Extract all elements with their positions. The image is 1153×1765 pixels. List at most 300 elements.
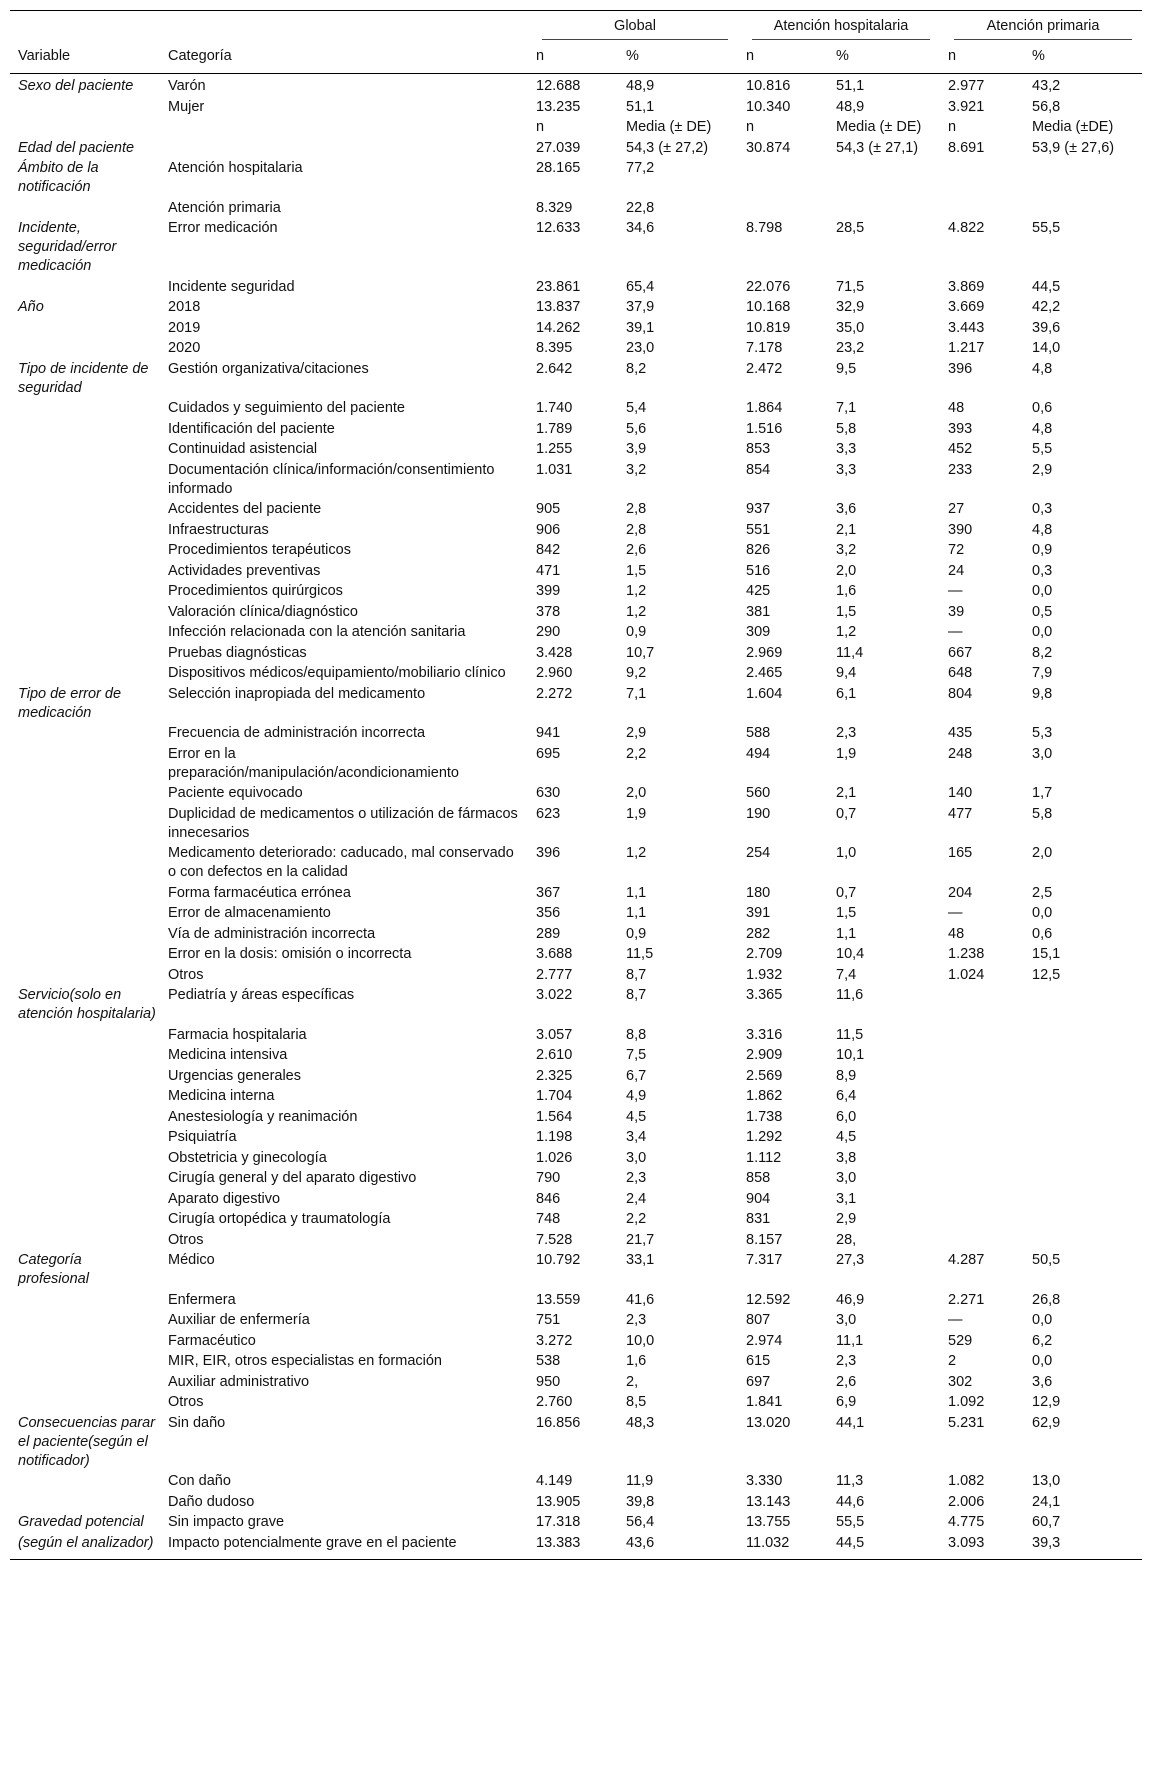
table-row bbox=[10, 663, 1142, 684]
cell-categoria: Vía de administración incorrecta bbox=[168, 925, 376, 942]
cell-global-pct: 5,6 bbox=[626, 420, 647, 437]
cell-categoria: Con daño bbox=[168, 1473, 231, 1489]
cell-hosp-pct: 2,3 bbox=[836, 1353, 857, 1369]
table-row bbox=[10, 297, 1142, 318]
cell-hosp-n: 588 bbox=[746, 725, 771, 741]
cell-prim-n: 804 bbox=[948, 685, 973, 702]
cell-categoria: Impacto potencialmente grave en el paciente bbox=[168, 1534, 457, 1551]
cell-hosp-pct: 11,5 bbox=[836, 1026, 864, 1043]
data-table bbox=[10, 10, 1142, 1560]
cell-hosp-n: 1.841 bbox=[746, 1394, 783, 1410]
cell-global-pct: 1,5 bbox=[626, 562, 647, 579]
cell-global-n: 3.428 bbox=[536, 644, 573, 661]
table-row bbox=[10, 1209, 1142, 1230]
cell-variable bbox=[10, 1310, 160, 1331]
cell-hosp-pct: 3,3 bbox=[836, 461, 857, 478]
cell-hosp-n: 13.143 bbox=[746, 1493, 791, 1510]
cell-global-n: 3.057 bbox=[536, 1026, 573, 1043]
cell-hosp-n: 937 bbox=[746, 501, 771, 517]
cell-categoria: Incidente seguridad bbox=[168, 278, 295, 295]
cell-prim-pct bbox=[1024, 1065, 1142, 1086]
cell-categoria: Farmacia hospitalaria bbox=[168, 1026, 307, 1043]
cell-global-n: 2.960 bbox=[536, 665, 573, 681]
header-global-pct: % bbox=[626, 48, 639, 64]
cell-global-n: 16.856 bbox=[536, 1414, 581, 1431]
cell-hosp-n: 30.874 bbox=[746, 139, 791, 156]
cell-prim-pct: 9,8 bbox=[1032, 685, 1053, 702]
cell-global-pct: 8,2 bbox=[626, 360, 647, 377]
cell-categoria: Cuidados y seguimiento del paciente bbox=[168, 400, 405, 416]
cell-categoria: Gestión organizativa/citaciones bbox=[168, 360, 369, 377]
cell-categoria: Mujer bbox=[168, 98, 205, 115]
cell-global-n: 396 bbox=[536, 845, 561, 861]
cell-hosp-n: 1.604 bbox=[746, 685, 783, 702]
cell-hosp-n: 1.516 bbox=[746, 420, 783, 437]
cell-global-n: 17.318 bbox=[536, 1514, 581, 1530]
cell-hosp-n: 11.032 bbox=[746, 1534, 790, 1551]
cell-prim-n: 24 bbox=[948, 562, 965, 579]
cell-hosp-n: 1.932 bbox=[746, 966, 783, 983]
cell-global-pct: 21,7 bbox=[626, 1231, 655, 1248]
table-row bbox=[10, 985, 1142, 1025]
cell-prim-n: — bbox=[948, 583, 963, 599]
cell-global-n: 10.792 bbox=[536, 1252, 581, 1268]
cell-categoria: Error de almacenamiento bbox=[168, 905, 331, 921]
cell-global-pct: 65,4 bbox=[626, 278, 655, 295]
header-global-n: n bbox=[536, 48, 545, 64]
cell-categoria: Aparato digestivo bbox=[168, 1190, 281, 1207]
cell-categoria: Frecuencia de administración incorrecta bbox=[168, 725, 426, 741]
cell-prim-pct: 4,8 bbox=[1032, 420, 1053, 437]
cell-prim-n: 39 bbox=[948, 603, 965, 620]
cell-global-pct: 39,1 bbox=[626, 319, 655, 336]
cell-hosp-pct: 11,3 bbox=[836, 1473, 864, 1489]
cell-global-pct: 3,2 bbox=[626, 461, 647, 478]
cell-global-n: 290 bbox=[536, 624, 561, 640]
cell-global-pct: 11,9 bbox=[626, 1473, 654, 1489]
header-group-hospitalaria: Atención hospitalaria bbox=[738, 11, 940, 44]
table-row bbox=[10, 317, 1142, 338]
cell-hosp-n: 2.472 bbox=[746, 360, 783, 377]
cell-variable bbox=[10, 923, 160, 944]
cell-global-pct: 1,2 bbox=[626, 845, 647, 861]
cell-prim-pct: 50,5 bbox=[1032, 1252, 1061, 1268]
header-prim-pct: % bbox=[1032, 48, 1045, 64]
cell-variable bbox=[10, 783, 160, 804]
cell-hosp-n: 494 bbox=[746, 745, 771, 762]
cell-prim-pct: 0,0 bbox=[1032, 624, 1053, 640]
cell-categoria: Documentación clínica/información/consentimiento informado bbox=[168, 461, 495, 497]
cell-prim-n: 667 bbox=[948, 644, 973, 661]
cell-global-n: 1.789 bbox=[536, 420, 573, 437]
cell-global-n: 2.325 bbox=[536, 1067, 573, 1084]
cell-prim-n: 302 bbox=[948, 1373, 973, 1390]
cell-prim-pct: 60,7 bbox=[1032, 1514, 1061, 1530]
cell-variable: Incidente, seguridad/error medicación bbox=[18, 220, 117, 274]
cell-global-n: 630 bbox=[536, 785, 561, 801]
cell-prim-pct: 2,9 bbox=[1032, 461, 1053, 478]
cell-variable bbox=[10, 1330, 160, 1351]
cell-global-pct: 2,8 bbox=[626, 501, 647, 517]
cell-prim-n: 204 bbox=[948, 884, 973, 901]
cell-prim-pct bbox=[1024, 1045, 1142, 1066]
cell-prim-pct: 8,2 bbox=[1032, 644, 1053, 661]
table-row bbox=[10, 1250, 1142, 1290]
cell-prim-n: — bbox=[948, 905, 963, 921]
cell-prim-n: 1.217 bbox=[948, 340, 985, 356]
cell-prim-pct: 0,3 bbox=[1032, 562, 1053, 579]
table-row bbox=[10, 439, 1142, 460]
cell-global-pct: 2,0 bbox=[626, 785, 647, 801]
cell-prim-pct bbox=[1024, 1106, 1142, 1127]
table-row bbox=[10, 964, 1142, 985]
cell-hosp-pct: 8,9 bbox=[836, 1067, 857, 1084]
cell-hosp-n: 3.365 bbox=[746, 987, 783, 1003]
cell-categoria: Actividades preventivas bbox=[168, 562, 321, 579]
cell-categoria: Pediatría y áreas específicas bbox=[168, 987, 355, 1003]
cell-prim-pct bbox=[1024, 1168, 1142, 1189]
cell-hosp-pct: 2,1 bbox=[836, 521, 857, 538]
cell-hosp-n: 826 bbox=[746, 542, 771, 558]
cell-global-pct: Media (± DE) bbox=[626, 119, 712, 135]
cell-global-n: 13.905 bbox=[536, 1493, 581, 1510]
cell-global-n: 8.329 bbox=[536, 199, 573, 216]
cell-prim-pct bbox=[1024, 1147, 1142, 1168]
cell-variable bbox=[10, 1471, 160, 1492]
cell-variable: Consecuencias parar el paciente(según el notificador) bbox=[18, 1414, 156, 1469]
cell-hosp-n: 854 bbox=[746, 461, 771, 478]
cell-variable bbox=[10, 723, 160, 744]
cell-hosp-n: 831 bbox=[746, 1211, 771, 1227]
header-hosp-n: n bbox=[746, 48, 755, 64]
cell-hosp-n: 516 bbox=[746, 562, 771, 579]
cell-global-pct: 2, bbox=[626, 1373, 639, 1390]
cell-global-n: 23.861 bbox=[536, 278, 581, 295]
cell-variable bbox=[10, 843, 160, 883]
cell-prim-pct: 42,2 bbox=[1032, 299, 1061, 315]
table-row bbox=[10, 843, 1142, 883]
cell-global-pct: 5,4 bbox=[626, 400, 647, 416]
cell-hosp-n: 190 bbox=[746, 805, 771, 822]
cell-categoria: Medicina interna bbox=[168, 1088, 275, 1104]
cell-prim-n bbox=[940, 158, 1024, 198]
cell-variable: Gravedad potencial bbox=[18, 1514, 144, 1530]
cell-hosp-pct: 54,3 (± 27,1) bbox=[836, 139, 919, 156]
cell-prim-n: 3.093 bbox=[948, 1534, 985, 1551]
cell-prim-pct: 56,8 bbox=[1032, 98, 1061, 115]
cell-variable bbox=[10, 1127, 160, 1148]
cell-hosp-n: 2.465 bbox=[746, 665, 783, 681]
cell-hosp-n: 180 bbox=[746, 884, 771, 901]
table-row bbox=[10, 944, 1142, 965]
cell-prim-pct: 0,0 bbox=[1032, 905, 1053, 921]
cell-global-pct: 6,7 bbox=[626, 1067, 647, 1084]
cell-hosp-pct: 23,2 bbox=[836, 340, 865, 356]
table-row bbox=[10, 1106, 1142, 1127]
cell-global-pct: 2,4 bbox=[626, 1190, 647, 1207]
cell-global-pct: 2,9 bbox=[626, 725, 647, 741]
table-row bbox=[10, 338, 1142, 359]
cell-prim-n: 477 bbox=[948, 805, 973, 822]
cell-categoria: Otros bbox=[168, 1231, 204, 1248]
cell-variable bbox=[10, 1065, 160, 1086]
table-row bbox=[10, 723, 1142, 744]
cell-prim-n: 48 bbox=[948, 400, 965, 416]
table-row bbox=[10, 783, 1142, 804]
cell-prim-pct bbox=[1024, 197, 1142, 218]
cell-variable bbox=[10, 1289, 160, 1310]
cell-global-pct: 3,4 bbox=[626, 1129, 647, 1145]
cell-hosp-pct: Media (± DE) bbox=[836, 119, 922, 135]
cell-hosp-n: 2.974 bbox=[746, 1332, 783, 1349]
cell-categoria: Duplicidad de medicamentos o utilización de fármacos innecesarios bbox=[168, 805, 518, 841]
cell-hosp-n: 13.755 bbox=[746, 1514, 791, 1530]
cell-variable: (según el analizador) bbox=[18, 1534, 154, 1551]
cell-prim-pct: 0,0 bbox=[1032, 1312, 1053, 1328]
cell-categoria: Médico bbox=[168, 1252, 215, 1268]
cell-global-pct: 1,9 bbox=[626, 805, 647, 822]
cell-global-n: 842 bbox=[536, 542, 561, 558]
cell-hosp-n: 3.316 bbox=[746, 1026, 783, 1043]
cell-categoria: Procedimientos quirúrgicos bbox=[168, 583, 343, 599]
cell-global-pct: 43,6 bbox=[626, 1534, 655, 1551]
cell-categoria: Medicamento deteriorado: caducado, mal conservado o con defectos en la calidad bbox=[168, 845, 514, 880]
cell-global-n: 27.039 bbox=[536, 139, 581, 156]
cell-global-n: 378 bbox=[536, 603, 561, 620]
cell-hosp-n: 282 bbox=[746, 925, 771, 942]
cell-prim-n: 390 bbox=[948, 521, 973, 538]
cell-variable bbox=[10, 964, 160, 985]
table-row bbox=[10, 1086, 1142, 1107]
cell-prim-pct: 0,5 bbox=[1032, 603, 1053, 620]
cell-prim-pct: 43,2 bbox=[1032, 78, 1061, 94]
cell-prim-pct bbox=[1024, 1086, 1142, 1107]
cell-hosp-n: 551 bbox=[746, 521, 771, 538]
cell-hosp-pct: 1,6 bbox=[836, 583, 857, 599]
cell-hosp-n: 391 bbox=[746, 905, 771, 921]
cell-prim-n: 48 bbox=[948, 925, 965, 942]
cell-categoria: Urgencias generales bbox=[168, 1067, 301, 1084]
table-row bbox=[10, 601, 1142, 622]
cell-prim-n bbox=[940, 1065, 1024, 1086]
table-row bbox=[10, 540, 1142, 561]
cell-prim-pct: 14,0 bbox=[1032, 340, 1061, 356]
cell-variable: Tipo de incidente de seguridad bbox=[18, 360, 149, 396]
cell-global-n: 1.740 bbox=[536, 400, 573, 416]
cell-categoria: Obstetricia y ginecología bbox=[168, 1149, 327, 1166]
cell-global-n: 8.395 bbox=[536, 340, 573, 356]
cell-global-pct: 54,3 (± 27,2) bbox=[626, 139, 709, 156]
cell-variable bbox=[10, 1229, 160, 1250]
table-row bbox=[10, 1024, 1142, 1045]
cell-prim-pct bbox=[1024, 1024, 1142, 1045]
cell-global-n: 748 bbox=[536, 1211, 561, 1227]
cell-variable bbox=[10, 398, 160, 419]
cell-variable bbox=[10, 1168, 160, 1189]
cell-prim-pct bbox=[1024, 158, 1142, 198]
cell-hosp-n: 425 bbox=[746, 583, 771, 599]
cell-prim-n: 4.775 bbox=[948, 1514, 985, 1530]
cell-prim-n: 3.921 bbox=[948, 98, 985, 115]
table-row bbox=[10, 1471, 1142, 1492]
header-prim-n: n bbox=[948, 48, 957, 64]
cell-hosp-n: n bbox=[746, 119, 755, 135]
cell-global-n: 399 bbox=[536, 583, 561, 599]
cell-variable bbox=[10, 540, 160, 561]
cell-variable bbox=[10, 601, 160, 622]
cell-hosp-pct: 71,5 bbox=[836, 278, 865, 295]
cell-hosp-pct: 44,5 bbox=[836, 1534, 865, 1551]
cell-prim-n: 2.977 bbox=[948, 78, 985, 94]
header-spacer-categoria bbox=[160, 11, 528, 44]
cell-global-pct: 2,3 bbox=[626, 1312, 647, 1328]
cell-hosp-n: 13.020 bbox=[746, 1414, 791, 1431]
table-row bbox=[10, 1351, 1142, 1372]
cell-hosp-pct: 1,5 bbox=[836, 905, 857, 921]
cell-global-n: 28.165 bbox=[536, 160, 581, 176]
cell-hosp-pct: 2,6 bbox=[836, 1373, 857, 1390]
cell-hosp-n: 381 bbox=[746, 603, 771, 620]
cell-global-n: 13.559 bbox=[536, 1291, 581, 1308]
table-row bbox=[10, 459, 1142, 499]
cell-prim-n bbox=[940, 1045, 1024, 1066]
cell-variable bbox=[10, 944, 160, 965]
cell-categoria: Medicina intensiva bbox=[168, 1047, 288, 1063]
table-row bbox=[10, 218, 1142, 277]
cell-hosp-n: 254 bbox=[746, 845, 771, 861]
cell-categoria: Psiquiatría bbox=[168, 1129, 237, 1145]
cell-variable bbox=[10, 338, 160, 359]
cell-categoria: Error medicación bbox=[168, 220, 278, 236]
table-row bbox=[10, 923, 1142, 944]
table-row bbox=[10, 519, 1142, 540]
table-row bbox=[10, 1330, 1142, 1351]
cell-hosp-pct: 1,0 bbox=[836, 845, 857, 861]
cell-hosp-pct: 3,0 bbox=[836, 1312, 857, 1328]
cell-prim-pct: 4,8 bbox=[1032, 360, 1053, 377]
cell-prim-n: 2.006 bbox=[948, 1493, 985, 1510]
cell-global-n: 1.031 bbox=[536, 461, 573, 478]
cell-prim-n bbox=[940, 1188, 1024, 1209]
table-row bbox=[10, 1532, 1142, 1559]
cell-hosp-pct: 28, bbox=[836, 1231, 857, 1248]
table-header bbox=[10, 11, 1142, 74]
cell-global-n: 2.610 bbox=[536, 1047, 573, 1063]
cell-variable: Categoría profesional bbox=[18, 1252, 89, 1287]
cell-prim-n bbox=[940, 1127, 1024, 1148]
cell-categoria: Error en la preparación/manipulación/acondicionamiento bbox=[168, 745, 459, 781]
cell-prim-n bbox=[940, 985, 1024, 1025]
cell-variable bbox=[10, 1392, 160, 1413]
cell-variable bbox=[10, 903, 160, 924]
cell-global-pct: 56,4 bbox=[626, 1514, 655, 1530]
cell-hosp-pct: 10,1 bbox=[836, 1047, 865, 1063]
cell-hosp-n: 3.330 bbox=[746, 1473, 783, 1489]
cell-hosp-pct: 27,3 bbox=[836, 1252, 865, 1268]
header-variable: Variable bbox=[18, 48, 71, 64]
cell-prim-pct: 39,6 bbox=[1032, 319, 1061, 336]
cell-categoria: Varón bbox=[168, 78, 206, 94]
cell-hosp-n: 2.709 bbox=[746, 946, 783, 962]
cell-hosp-pct: 1,5 bbox=[836, 603, 857, 620]
cell-categoria: Paciente equivocado bbox=[168, 785, 303, 801]
cell-hosp-pct: 0,7 bbox=[836, 884, 857, 901]
cell-hosp-pct: 32,9 bbox=[836, 299, 865, 315]
cell-categoria: Daño dudoso bbox=[168, 1493, 255, 1510]
cell-variable bbox=[10, 581, 160, 602]
cell-global-pct: 10,7 bbox=[626, 644, 655, 661]
cell-prim-n: 3.443 bbox=[948, 319, 985, 336]
cell-prim-pct: 55,5 bbox=[1032, 220, 1061, 236]
cell-hosp-n: 1.112 bbox=[746, 1149, 782, 1166]
cell-global-n: 1.198 bbox=[536, 1129, 573, 1145]
cell-hosp-pct: 35,0 bbox=[836, 319, 865, 336]
table-row bbox=[10, 882, 1142, 903]
cell-global-pct: 34,6 bbox=[626, 220, 655, 236]
cell-prim-pct: 6,2 bbox=[1032, 1332, 1053, 1349]
table-row bbox=[10, 1045, 1142, 1066]
table-row bbox=[10, 96, 1142, 117]
cell-global-pct: 1,6 bbox=[626, 1353, 647, 1369]
cell-hosp-pct: 6,1 bbox=[836, 685, 857, 702]
cell-variable bbox=[10, 499, 160, 520]
cell-categoria: Auxiliar administrativo bbox=[168, 1373, 310, 1390]
cell-hosp-pct: 3,1 bbox=[836, 1190, 857, 1207]
cell-variable bbox=[10, 1209, 160, 1230]
cell-hosp-n: 1.864 bbox=[746, 400, 783, 416]
cell-global-pct: 3,0 bbox=[626, 1149, 647, 1166]
cell-prim-pct: Media (±DE) bbox=[1032, 119, 1114, 135]
cell-global-pct: 4,9 bbox=[626, 1088, 647, 1104]
cell-global-n: 1.255 bbox=[536, 441, 573, 457]
cell-hosp-n: 807 bbox=[746, 1312, 771, 1328]
cell-hosp-n: 2.969 bbox=[746, 644, 783, 661]
cell-variable bbox=[10, 803, 160, 843]
cell-hosp-pct: 11,4 bbox=[836, 644, 864, 661]
table-body bbox=[10, 74, 1142, 1560]
cell-categoria: Otros bbox=[168, 1394, 204, 1410]
table-row bbox=[10, 1229, 1142, 1250]
cell-prim-n: — bbox=[948, 1312, 963, 1328]
cell-global-pct: 37,9 bbox=[626, 299, 655, 315]
cell-global-n: 2.760 bbox=[536, 1394, 573, 1410]
cell-prim-n bbox=[940, 1147, 1024, 1168]
cell-global-pct: 77,2 bbox=[626, 160, 655, 176]
cell-prim-pct: 44,5 bbox=[1032, 278, 1061, 295]
cell-global-n: 2.272 bbox=[536, 685, 573, 702]
cell-global-pct: 51,1 bbox=[626, 98, 655, 115]
cell-hosp-pct bbox=[828, 197, 940, 218]
cell-variable bbox=[10, 1371, 160, 1392]
cell-global-pct: 2,6 bbox=[626, 542, 647, 558]
cell-hosp-n: 1.738 bbox=[746, 1108, 783, 1125]
cell-prim-pct: 3,6 bbox=[1032, 1373, 1053, 1390]
cell-hosp-pct: 5,8 bbox=[836, 420, 857, 437]
cell-variable bbox=[10, 1147, 160, 1168]
cell-hosp-pct: 10,4 bbox=[836, 946, 865, 962]
cell-global-n: 3.688 bbox=[536, 946, 573, 962]
cell-global-n: 3.272 bbox=[536, 1332, 573, 1349]
cell-hosp-pct bbox=[828, 158, 940, 198]
cell-prim-n bbox=[940, 1209, 1024, 1230]
cell-prim-pct: 15,1 bbox=[1032, 946, 1061, 962]
table-row bbox=[10, 903, 1142, 924]
cell-hosp-n: 12.592 bbox=[746, 1291, 791, 1308]
cell-hosp-n: 697 bbox=[746, 1373, 771, 1390]
cell-categoria: Atención hospitalaria bbox=[168, 160, 303, 176]
header-group-primaria: Atención primaria bbox=[940, 11, 1142, 44]
cell-hosp-pct: 11,1 bbox=[836, 1332, 864, 1349]
